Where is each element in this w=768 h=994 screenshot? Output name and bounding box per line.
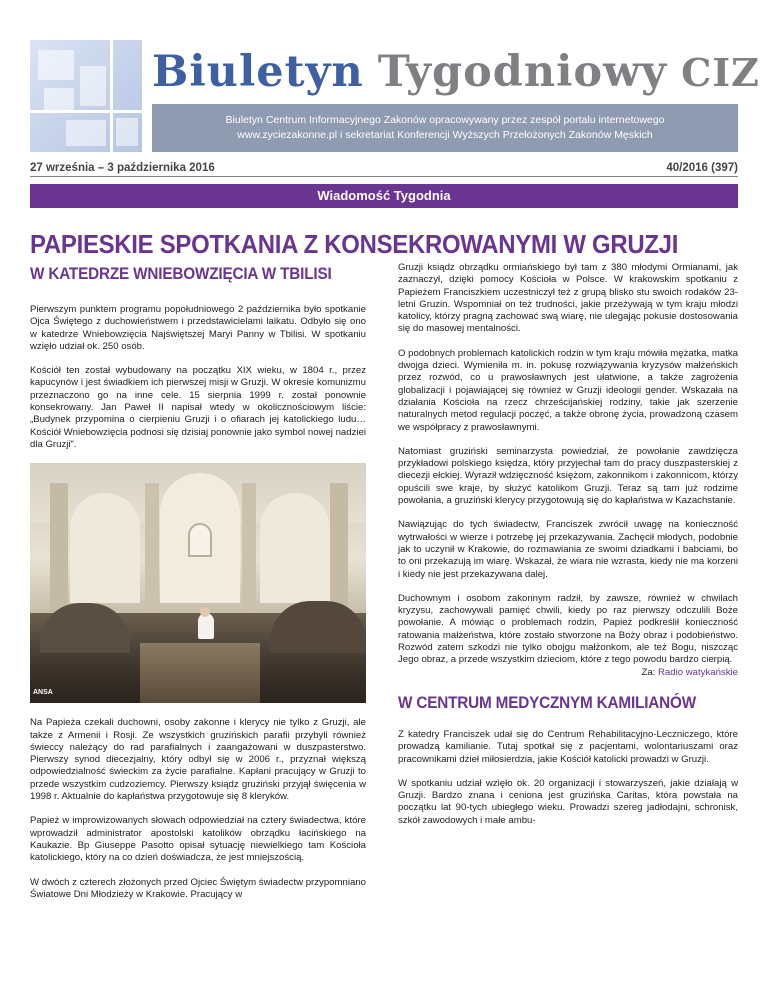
article-paragraph: Z katedry Franciszek udał się do Centrum Rehabilitacyjno-Leczniczego, które prowadzą kamilianie. Tutaj spotkał się z pacjentami, wolontariuszami oraz pracownikami dzieł miłosierdzia, jakie Kościół katolicki prowadzi w Gruzji. [398, 728, 738, 765]
article-paragraph: Papież w improwizowanych słowach odpowiedział na cztery świadectwa, które wprowadził administrator apostolski katolików obrządku łacińskiego na Kaukazie. Bp Giuseppe Pasotto opisał sytuację niewielkiego tam Kościoła katolickiego, który na co dzień doświadcza, że jest mniejszością. [30, 815, 366, 864]
right-column [398, 262, 738, 839]
article-paragraph: W dwóch z czterech złożonych przed Ojciec Świętym świadectw przypomniano Światowe Dni Młodzieży w Krakowie. Pracujący w [30, 876, 366, 900]
article-paragraph: Nawiązując do tych świadectw, Franciszek zwrócił uwagę na konieczność wytrwałości w wierze i potrzebę jej przekazywania. Zachęcił młodych, podobnie jak to uczynił w Krakowie, do rozmawiania ze swoimi dziadkami i babciami, bo to oni przekazują im wiarę. Wskazał, że wiara nie wzrasta, kiedy nie ma korzeni i kiedy nie jest przekazywana dalej. [398, 519, 738, 580]
article-paragraph: Natomiast gruziński seminarzysta powiedział, że powołanie zawdzięcza przykładowi polskiego księdza, który przyjechał tam do pracy duszpasterskiej z diecezji ełckiej. Wyraził wdzięczność księżom, zakonnikom i zakonnicom, którzy opuścili swe kraje, by służyć katolikom Gruzji. Teraz są tam już rodzime powołania, a gruziński klerycy przygotowują się do kapłaństwa w Kazachstanie. [398, 445, 738, 507]
photo-credit: ANSA [33, 688, 53, 696]
section-bar: Wiadomość Tygodnia [30, 184, 738, 208]
source-link[interactable]: Radio watykańskie [658, 666, 738, 678]
cathedral-photo [30, 463, 366, 703]
source-credit [398, 667, 738, 679]
issue-number: 40/2016 (397) [666, 162, 738, 174]
article-paragraph: W spotkaniu udział wzięło ok. 20 organizacji i stowarzyszeń, jakie działają w Gruzji. Bardzo znana i ceniona jest gruzińska Caritas, która powstała na początku lat 90-tych ubiegłego wieku. Prowadzi szereg jadłodajni, schronisk, szkół zawodowych i małe ambu- [398, 777, 738, 826]
title-word-biuletyn: Biuletyn [152, 47, 364, 97]
title-word-ciz: CIZ [681, 50, 760, 95]
banner-line-1: Biuletyn Centrum Informacyjnego Zakonów opracowywany przez zespół portalu internetowego [225, 114, 665, 126]
biuletyn-logo [30, 40, 142, 152]
newsletter-title [152, 44, 760, 100]
banner-line-2: www.zyciezakonne.pl i sekretariat Konferencji Wyższych Przełożonych Zakonów Męskich [237, 129, 653, 141]
title-word-tygodniowy: Tygodniowy [377, 47, 668, 97]
main-headline: PAPIESKIE SPOTKANIA Z KONSEKROWANYMI W GRUZJI [30, 229, 679, 259]
left-subhead: W KATEDRZE WNIEBOWZIĘCIA W TBILISI [30, 264, 332, 283]
article-paragraph: Gruzji ksiądz obrządku ormiańskiego był tam z 380 młodymi Ormianami, jak zaznaczył, dzięki pomocy Kościoła w Polsce. W krakowskim spotkaniu z Papieżem Franciszkiem uczestniczył też z grupą blisko stu swoich rodaków 23-letni Gruzin. Wspomniał on też trudności, jakie przeżywają w tym kraju młodzi katolicy, którzy pragną zachować swą wiarę, nie ulegając pokusie dostosowania się do masowej mentalności. [398, 262, 738, 335]
article-paragraph: Pierwszym punktem programu popołudniowego 2 października było spotkanie Ojca Świętego z duchowieństwem i przedstawicielami laikatu. Odbyło się ono w katedrze Wniebowzięcia Najświętszej Maryi Panny w Tbilisi. W spotkaniu wzięło udział ok. 250 osób. [30, 304, 366, 352]
article-paragraph: Na Papieża czekali duchowni, osoby zakonne i klerycy nie tylko z Gruzji, ale także z Armenii i Rosji. Ze wszystkich gruzińskich parafii przybyli również świeccy należący do rad parafialnych i zaangażowani w duszpasterstwo. Pierwszy synod diecezjalny, który odbył się w 2006 r., przyznał większą odpowiedzialność świeckim za życie parafialne. Kapłani pracujący w Gruzji to przede wszystkim cudzoziemcy. Pierwszy ksiądz gruziński przyjął święcenia w 1998 r. Aktualnie do kapłaństwa przygotowuje się 8 kleryków. [30, 717, 366, 803]
article-paragraph: Duchownym i osobom zakonnym radził, by zawsze, również w chwilach kryzysu, zachowywali pamięć chwili, kiedy po raz pierwszy odczulili Boże powołanie. A mówiąc o problemach rodzin, Papież podkreślił konieczność ratowania małżeństwa, które zostało stworzone na Boży obraz i podobieństwo. Rozwód zatem szkodzi nie tylko obojgu małżonkom, ale też Bogu, niszcząc Jego obraz, a przede wszystkim dzieciom, które z tego powodu bardzo cierpią. [398, 592, 738, 666]
source-label: Za: [641, 666, 656, 678]
header-banner [152, 104, 738, 152]
right-subhead: W CENTRUM MEDYCZNYM KAMILIANÓW [398, 692, 697, 712]
issue-date-range: 27 września – 3 października 2016 [30, 162, 215, 174]
article-paragraph: O podobnych problemach katolickich rodzin w tym kraju mówiła mężatka, matka dwojga dzieci. Wymieniła m. in. pokusę rozwiązywania kryzysów małżeńskich przez rozwód, co u prawosławnych jest ułatwione, a także zagrożenia globalizacji i pojawiającej się również w Gruzji ideologii gender. Wskazała na działania Kościoła na rzecz chrześcijańskiej rodziny, takie jak szerzenie naturalnych metod regulacji poczęć, a także obronę życia, prowadzoną czasem we współpracy z prawosławnymi. [398, 347, 738, 433]
header-divider [30, 176, 738, 177]
article-paragraph: Kościół ten został wybudowany na początku XIX wieku, w 1804 r., przez kapucynów i jest świadkiem ich pierwszej misji w Gruzji. W okresie komunizmu przeznaczono go na inne cele. 15 sierpnia 1999 r. został ponownie konsekrowany. Jan Paweł II napisał wtedy w okolicznościowym liście: „Budynek przypomina o cierpieniu Gruzji i o ofiarach jej katolickiego ludu… Kościół Wniebowzięcia podnosi się dzisiaj ponownie jako symbol nowej nadziei dla Gruzji”. [30, 365, 366, 450]
left-column [30, 262, 366, 913]
